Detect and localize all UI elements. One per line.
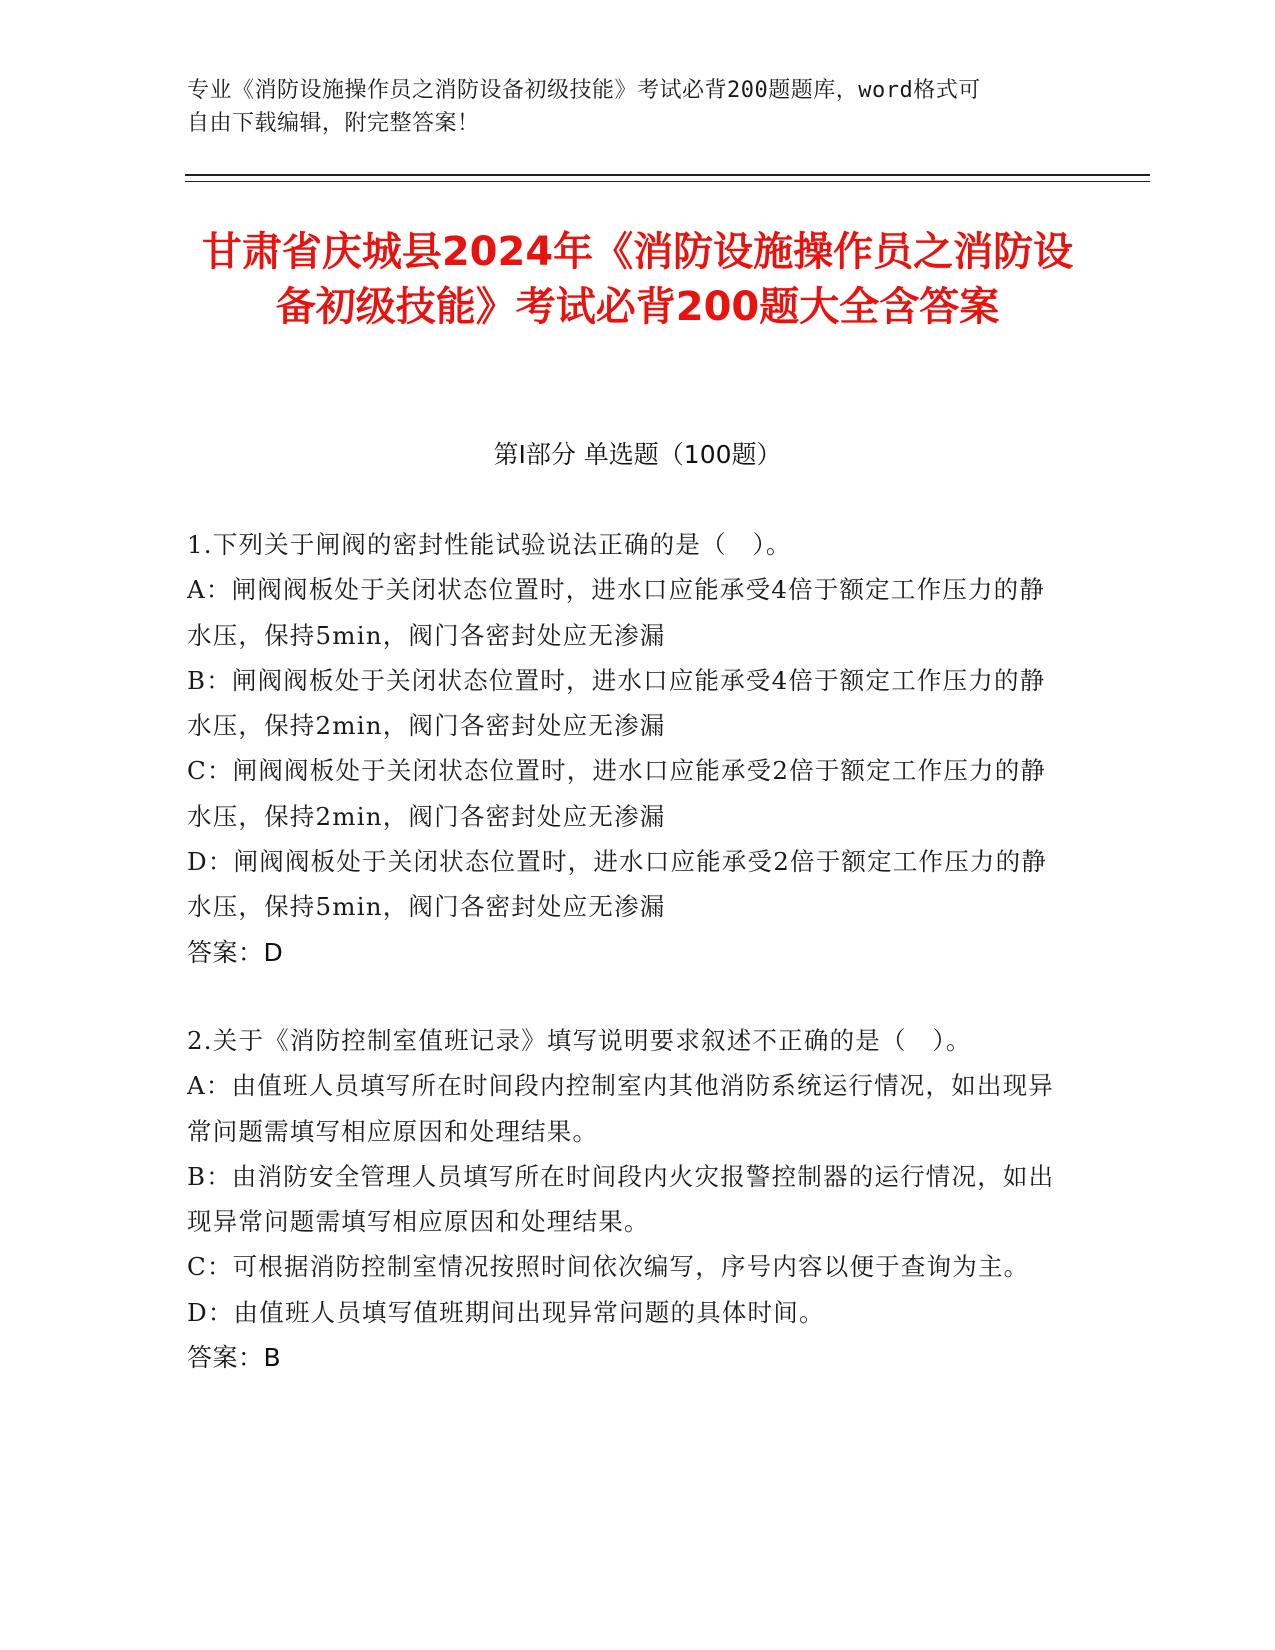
answer-label: 答案：D bbox=[187, 937, 284, 967]
header-divider-thin bbox=[185, 181, 1150, 182]
question-stem: 2.关于《消防控制室值班记录》填写说明要求叙述不正确的是（ ）。 bbox=[187, 1026, 972, 1055]
option-a: A：由值班人员填写所在时间段内控制室内其他消防系统运行情况，如出现异常问题需填写相应原因和处理结果。 bbox=[187, 1071, 1054, 1146]
option-c: C：可根据消防控制室情况按照时间依次编写，序号内容以便于查询为主。 bbox=[187, 1252, 1030, 1282]
option-b: B：闸阀阀板处于关闭状态位置时，进水口应能承受4倍于额定工作压力的静水压，保持2min，阀门各密封处应无渗漏 bbox=[187, 665, 1046, 741]
question-stem: 1.下列关于闸阀的密封性能试验说法正确的是（ ）。 bbox=[187, 530, 792, 559]
option-b: B：由消防安全管理人员填写所在时间段内火灾报警控制器的运行情况，如出现异常问题需填写相应原因和处理结果。 bbox=[187, 1161, 1055, 1237]
header-note-line-2: 自由下载编辑，附完整答案！ bbox=[187, 111, 480, 136]
answer-label: 答案：B bbox=[187, 1343, 282, 1373]
header-divider-thick bbox=[185, 174, 1150, 176]
question-block bbox=[187, 1018, 1067, 1380]
document-title: 甘肃省庆城县2024年《消防设施操作员之消防设备初级技能》考试必背200题大全含答案 bbox=[201, 229, 1074, 330]
option-d: D：闸阀阀板处于关闭状态位置时，进水口应能承受2倍于额定工作压力的静水压，保持5min，阀门各密封处应无渗漏 bbox=[187, 847, 1048, 922]
option-d: D：由值班人员填写值班期间出现异常问题的具体时间。 bbox=[187, 1297, 825, 1327]
option-a: A：闸阀阀板处于关闭状态位置时，进水口应能承受4倍于额定工作压力的静水压，保持5min，阀门各密封处应无渗漏 bbox=[187, 575, 1046, 650]
question-block bbox=[187, 522, 1067, 975]
header-note bbox=[187, 74, 1087, 140]
header-note-line-1: 专业《消防设施操作员之消防设备初级技能》考试必背200题题库，word格式可 bbox=[187, 78, 981, 103]
option-c: C：闸阀阀板处于关闭状态位置时，进水口应能承受2倍于额定工作压力的静水压，保持2min，阀门各密封处应无渗漏 bbox=[187, 756, 1047, 831]
section-title: 第I部分 单选题（100题） bbox=[493, 440, 782, 469]
